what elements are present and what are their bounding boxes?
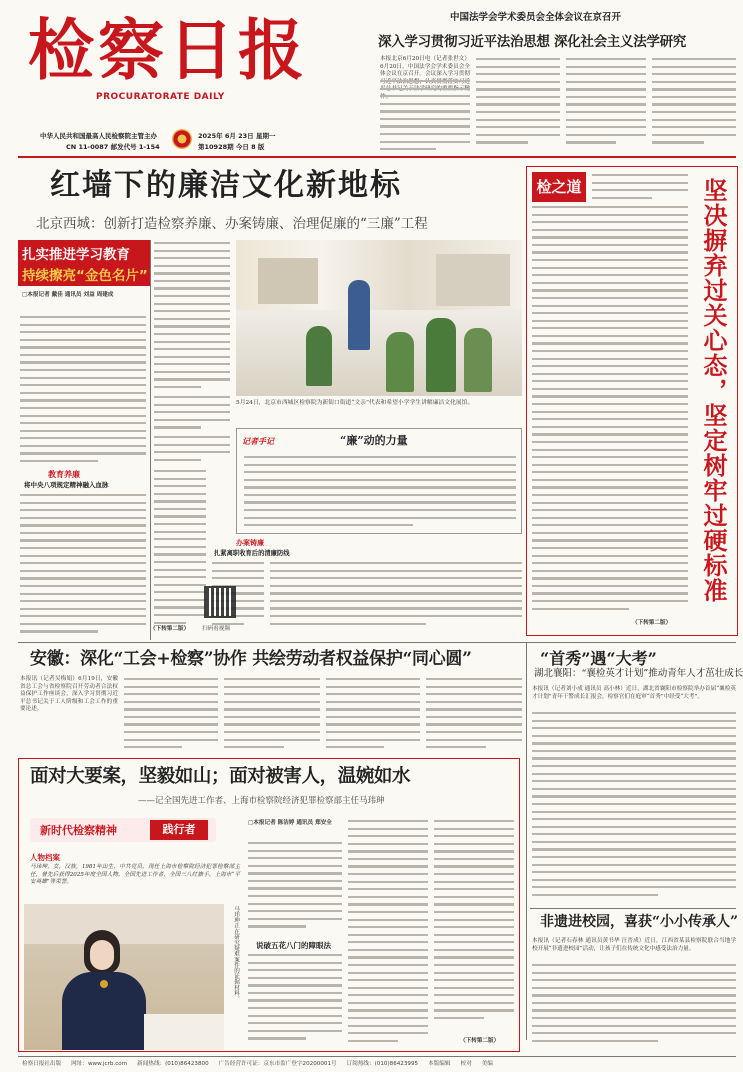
masthead-issue: 第10928期 今日 8 版 <box>198 143 265 151</box>
lead-subtitle-1b: 将中央八项规定精神融入血脉 <box>24 481 109 489</box>
top-news-body-3 <box>566 58 646 148</box>
lead-body-col-1 <box>20 316 146 466</box>
photo-child-3 <box>426 318 456 392</box>
commentary-body <box>244 456 516 530</box>
story3-body <box>532 712 736 906</box>
feature-series-b: 践行者 <box>150 820 208 840</box>
commentary-title: “廉”动的力量 <box>340 434 408 447</box>
lead-subhead: 北京西城：创新打造检察养廉、办案铸廉、治理促廉的“三廉”工程 <box>36 216 428 232</box>
lead-subtitle-1: 教育养廉 <box>48 470 80 479</box>
feature-headline: 面对大要案，坚毅如山；面对被害人，温婉如水 <box>30 766 411 787</box>
section-rule-1 <box>18 642 736 643</box>
top-news-lead: 本报北京6月20日电（记者张世文）6月20日，中国法学会学术委员会全体会议在京召开。会议深入学习贯彻 <box>380 56 470 78</box>
story4-body <box>532 964 736 1050</box>
masthead-rule <box>18 156 736 158</box>
masthead-title-en: PROCURATORATE DAILY <box>96 92 225 102</box>
masthead-cn: CN 11-0087 邮发代号 1-154 <box>66 143 160 151</box>
lead-body-col-1b <box>20 494 146 640</box>
footer-item-subscription: 订阅热线：(010)86423995 <box>346 1061 419 1067</box>
footer-item-proofread: 校对 <box>460 1061 472 1067</box>
story2-col-4 <box>326 678 420 752</box>
feature-photo-caption: 马玮珅正在研究疑难案件的证据材料。 <box>233 906 239 1002</box>
story3-headline: 湖北襄阳：“襄检英才计划”推动青年人才茁壮成长 <box>534 668 743 679</box>
top-news-headline: 深入学习贯彻习近平法治思想 深化社会主义法学研究 <box>378 34 686 50</box>
story2-col-5 <box>426 678 522 752</box>
lead-photo <box>236 240 522 396</box>
series-banner-line-1: 扎实推进学习教育 <box>22 247 130 263</box>
photo-person-face <box>90 940 114 970</box>
top-news-kicker: 中国法学会学术委员会全体会议在京召开 <box>450 12 622 23</box>
col-divider <box>150 240 151 640</box>
footer-bar <box>22 1059 736 1070</box>
top-news-body-2 <box>476 58 560 148</box>
editorial-body-top <box>592 174 688 202</box>
feature-continued: （下转第二版） <box>460 1038 500 1044</box>
editorial-body <box>532 206 688 616</box>
qr-code[interactable] <box>204 586 236 618</box>
footer-rule <box>18 1056 736 1057</box>
series-banner-line-2: 持续擦亮“金色名片” <box>22 268 148 284</box>
feature-photo <box>24 904 224 1050</box>
lead-byline: □本报记者 戴佳 通讯员 刘益 周建成 <box>22 292 114 298</box>
masthead-title: 检察日报 <box>28 11 308 89</box>
feature-col-3 <box>434 820 514 1036</box>
masthead-publisher: 中华人民共和国最高人民检察院主管主办 <box>40 132 157 140</box>
section-rule-2 <box>530 908 736 909</box>
qr-label: 扫码看视频 <box>202 626 230 632</box>
lead-subtitle-2: 办案铸廉 <box>236 539 264 547</box>
profile-text: 马玮珅，女，汉族，1981年出生，中共党员，现任上海市检察院经济犯罪检察部主任，曾先后获得2025年度全国人物、全国先进工作者、全国三八红旗手、上海市“平安英雄”等荣誉。 <box>30 864 240 886</box>
photo-documents <box>144 1014 224 1050</box>
photo-prosecutor <box>348 280 370 350</box>
footer-item-editor: 本版编辑 <box>428 1061 451 1067</box>
lead-body-col-3 <box>154 436 230 466</box>
footer-item-website[interactable]: 网址：www.jcrb.com <box>71 1061 128 1067</box>
story3-kicker: “首秀”遇“大考” <box>540 649 657 668</box>
lead-continued: （下转第二版） <box>150 626 190 632</box>
footer-item-publisher: 检察日报社出版 <box>22 1061 62 1067</box>
editorial-headline: 坚决摒弃过关心态，坚定树牢过硬标准 <box>699 178 728 603</box>
commentary-tag: 记者手记 <box>242 437 274 446</box>
lead-body-col-5 <box>270 562 522 636</box>
photo-child-2 <box>386 332 414 392</box>
footer-item-ad-license: 广告经营许可证：京东市监广登字20200001号 <box>218 1061 337 1067</box>
lead-body-col-2b <box>154 396 230 432</box>
top-news-body-4 <box>652 58 736 148</box>
photo-child-1 <box>306 326 332 386</box>
story4-lead: 本报讯（记者石春林 通讯员黄书华 汪晋成）近日，江西省某县检察院联合当地学校开展“非遗进校园”活动，让孩子们在传统文化中感受法治力量。 <box>532 938 736 952</box>
feature-col-1b <box>248 954 342 1048</box>
feature-byline: □本报记者 陈洁婷 通讯员 郑安全 <box>248 820 332 826</box>
top-news-body <box>380 80 470 148</box>
photo-panel-2 <box>436 254 510 306</box>
story3-lead: 本报讯（记者刘小成 通讯员 高小林）近日，湖北省襄阳市检察院举办首届“襄检英才计划”青年干警成长汇报会，检察官们在庭审“首秀”中经受“大考”。 <box>532 686 736 700</box>
profile-title: 人物档案 <box>30 853 60 862</box>
photo-badge <box>100 980 108 988</box>
lead-subtitle-2b: 扎紧离职收育后的清廉防线 <box>214 550 290 557</box>
lead-headline: 红墙下的廉洁文化新地标 <box>50 168 402 203</box>
footer-item-design: 美编 <box>481 1061 493 1067</box>
story2-col-2 <box>124 678 218 752</box>
photo-panel <box>258 258 318 304</box>
editorial-continued: （下转第二版） <box>632 620 672 626</box>
story2-lead: 本报讯（记者吴梅娟）6月19日，安徽省总工会与省检察院召开劳动者合法权益保护工作座谈会，深入学习贯彻习近平总书记关于工人阶级和工会工作的重要论述。 <box>20 676 118 713</box>
feature-series-a: 新时代检察精神 <box>40 824 117 837</box>
emblem-icon <box>172 129 192 149</box>
editorial-column-tag: 检之道 <box>532 172 586 202</box>
lead-body-col-3b <box>154 470 206 640</box>
photo-child-4 <box>464 328 492 392</box>
feature-subhead: ——记全国先进工作者、上海市检察院经济犯罪检察部主任马玮珅 <box>138 796 385 806</box>
feature-col-2 <box>348 820 428 1048</box>
photo-shelf <box>24 904 224 944</box>
vertical-divider <box>526 642 527 1040</box>
story2-col-3 <box>224 678 320 752</box>
story2-headline: 安徽：深化“工会+检察”协作 共绘劳动者权益保护“同心圆” <box>30 649 472 669</box>
masthead-date: 2025年 6月 23日 星期一 <box>198 132 276 140</box>
lead-photo-caption: 5月24日，北京市西城区检察院为新街口街道“文亲”代表和希望小学学生讲解廉洁文化展馆。 <box>236 400 474 406</box>
feature-col-1 <box>248 842 342 932</box>
lead-body-col-2 <box>154 242 230 392</box>
footer-item-hotline: 新闻热线：(010)86423800 <box>137 1061 209 1067</box>
feature-subtitle: 说破五花八门的障眼法 <box>256 941 331 950</box>
story4-headline: 非遗进校园，喜获“小小传承人” <box>540 914 739 930</box>
